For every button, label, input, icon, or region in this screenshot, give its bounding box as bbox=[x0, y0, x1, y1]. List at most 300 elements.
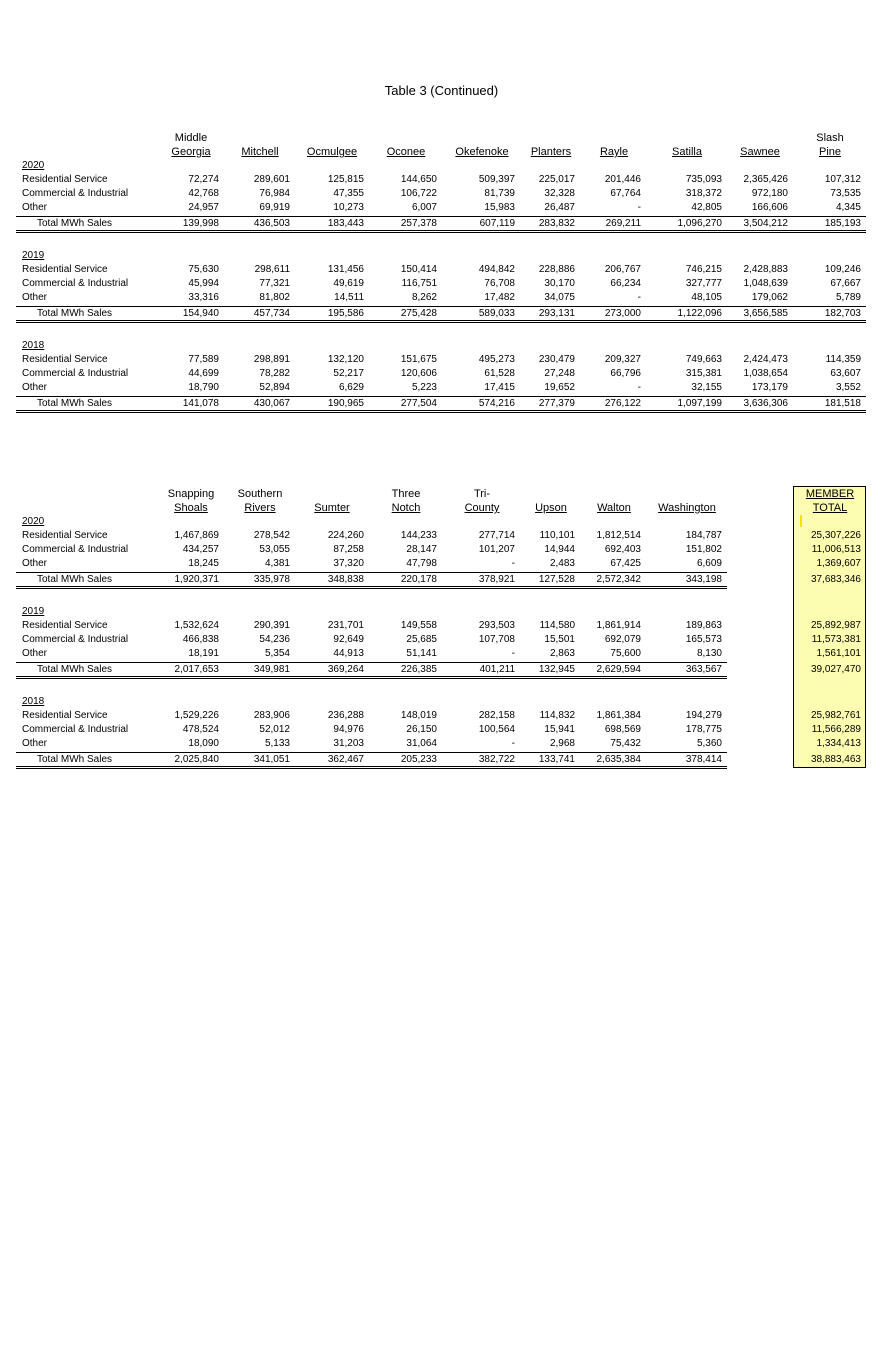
table-cell: 430,067 bbox=[253, 398, 290, 409]
column-header-line2: Sawnee bbox=[740, 146, 780, 158]
table-cell: 2,968 bbox=[549, 738, 575, 749]
column-header bbox=[442, 131, 522, 159]
table-cell: 495,273 bbox=[478, 354, 515, 365]
column-header-line1: Three bbox=[391, 488, 421, 500]
table-cell: 369,264 bbox=[327, 664, 364, 675]
total-double-rule bbox=[16, 410, 866, 413]
table-cell: 144,650 bbox=[400, 174, 437, 185]
table-cell: 275,428 bbox=[400, 308, 437, 319]
table-cell: 66,796 bbox=[610, 368, 641, 379]
table-cell: 10,273 bbox=[333, 202, 364, 213]
table-cell: 315,381 bbox=[685, 368, 722, 379]
table-cell: 114,359 bbox=[825, 354, 861, 365]
table-cell: 362,467 bbox=[327, 754, 364, 765]
column-header-line1: Snapping bbox=[167, 488, 215, 500]
table-cell: 195,586 bbox=[327, 308, 364, 319]
table-cell: 47,798 bbox=[406, 558, 437, 569]
column-header bbox=[647, 131, 727, 159]
column-header-line2: Rayle bbox=[599, 146, 629, 158]
table-cell: 132,120 bbox=[327, 354, 364, 365]
row-label: Commercial & Industrial bbox=[22, 724, 129, 735]
table-cell: 61,528 bbox=[484, 368, 515, 379]
table-cell: 277,379 bbox=[538, 398, 575, 409]
table-cell: 34,075 bbox=[544, 292, 575, 303]
column-header-line1: Middle bbox=[174, 132, 208, 144]
column-header-line1 bbox=[442, 131, 522, 145]
table-cell: 49,619 bbox=[333, 278, 364, 289]
table-cell: 51,141 bbox=[406, 648, 437, 659]
column-header-line2: Rivers bbox=[244, 502, 276, 514]
member-total-cell: 1,369,607 bbox=[816, 558, 861, 569]
year-heading: 2018 bbox=[22, 340, 45, 351]
table-cell: 1,038,654 bbox=[743, 368, 788, 379]
table-cell: 298,611 bbox=[254, 264, 290, 275]
table-cell: 44,699 bbox=[188, 368, 219, 379]
member-total-cell: 39,027,470 bbox=[810, 664, 861, 675]
table-cell: - bbox=[511, 558, 515, 569]
table-cell: 276,122 bbox=[604, 398, 641, 409]
member-total-cell: 11,006,513 bbox=[811, 544, 861, 555]
table-cell: 133,741 bbox=[538, 754, 575, 765]
page-title: Table 3 (Continued) bbox=[384, 83, 499, 98]
table-cell: 3,656,585 bbox=[743, 308, 788, 319]
table-cell: 181,518 bbox=[824, 398, 861, 409]
table-cell: 6,609 bbox=[696, 558, 722, 569]
table-cell: 127,528 bbox=[538, 574, 575, 585]
table-cell: 37,320 bbox=[333, 558, 364, 569]
column-header bbox=[647, 487, 727, 515]
year-heading: 2019 bbox=[22, 606, 45, 617]
table-cell: 179,062 bbox=[751, 292, 788, 303]
row-label: Residential Service bbox=[22, 710, 108, 721]
table-cell: 109,246 bbox=[824, 264, 861, 275]
table-cell: 3,636,306 bbox=[743, 398, 788, 409]
table-cell: 6,629 bbox=[338, 382, 364, 393]
table-cell: 15,501 bbox=[544, 634, 575, 645]
table-cell: 5,223 bbox=[411, 382, 437, 393]
table-cell: 194,279 bbox=[685, 710, 722, 721]
table-cell: 81,739 bbox=[484, 188, 515, 199]
member-total-cell: 38,883,463 bbox=[810, 754, 861, 765]
column-header-line1 bbox=[292, 131, 372, 145]
table-cell: 75,432 bbox=[610, 738, 641, 749]
table-cell: 348,838 bbox=[327, 574, 364, 585]
member-header-line1: MEMBER bbox=[805, 488, 855, 500]
column-header-line2: Sumter bbox=[314, 502, 350, 514]
table-cell: 52,894 bbox=[259, 382, 290, 393]
table-cell: 173,179 bbox=[751, 382, 788, 393]
column-header bbox=[442, 487, 522, 515]
table-cell: 107,312 bbox=[824, 174, 861, 185]
column-header bbox=[292, 487, 372, 515]
row-label: Other bbox=[22, 292, 48, 303]
row-label: Commercial & Industrial bbox=[22, 368, 129, 379]
table-cell: 436,503 bbox=[253, 218, 290, 229]
column-header-line1 bbox=[647, 131, 727, 145]
table-cell: 27,248 bbox=[544, 368, 575, 379]
table-cell: 17,482 bbox=[484, 292, 515, 303]
table-cell: 166,606 bbox=[751, 202, 788, 213]
table-cell: 692,079 bbox=[604, 634, 641, 645]
row-rule bbox=[16, 752, 727, 753]
table-cell: - bbox=[637, 292, 641, 303]
table-cell: 114,832 bbox=[539, 710, 575, 721]
table-cell: 26,150 bbox=[406, 724, 437, 735]
table-cell: 1,097,199 bbox=[677, 398, 722, 409]
table-cell: 94,976 bbox=[333, 724, 364, 735]
table-cell: 31,203 bbox=[333, 738, 364, 749]
table-cell: 14,511 bbox=[334, 292, 364, 303]
table-cell: 4,345 bbox=[835, 202, 861, 213]
table-cell: - bbox=[511, 738, 515, 749]
table-cell: 150,414 bbox=[400, 264, 437, 275]
table-cell: 182,703 bbox=[824, 308, 861, 319]
column-header-line1 bbox=[366, 131, 446, 145]
table-cell: 3,504,212 bbox=[743, 218, 788, 229]
table-cell: 184,787 bbox=[685, 530, 722, 541]
column-header bbox=[366, 487, 446, 515]
total-double-rule bbox=[16, 586, 727, 589]
table-cell: 378,414 bbox=[685, 754, 722, 765]
column-header bbox=[151, 131, 231, 159]
table-cell: 972,180 bbox=[751, 188, 788, 199]
table-cell: 75,630 bbox=[188, 264, 219, 275]
table-cell: 18,191 bbox=[188, 648, 219, 659]
table-cell: 277,504 bbox=[400, 398, 437, 409]
column-header-line1: Southern bbox=[237, 488, 283, 500]
table-cell: 574,216 bbox=[478, 398, 515, 409]
table-cell: 2,017,653 bbox=[174, 664, 219, 675]
row-label: Other bbox=[22, 738, 48, 749]
column-header bbox=[790, 131, 870, 159]
row-label: Residential Service bbox=[22, 530, 108, 541]
table-cell: 14,944 bbox=[544, 544, 575, 555]
table-cell: 201,446 bbox=[604, 174, 641, 185]
column-header-line1: Slash bbox=[816, 132, 844, 144]
table-cell: 32,155 bbox=[691, 382, 722, 393]
row-rule bbox=[16, 396, 866, 397]
row-label: Residential Service bbox=[22, 264, 108, 275]
table-cell: 283,832 bbox=[538, 218, 575, 229]
column-header bbox=[151, 487, 231, 515]
table-cell: 1,048,639 bbox=[743, 278, 788, 289]
table-cell: 19,652 bbox=[544, 382, 575, 393]
table-cell: 2,635,384 bbox=[596, 754, 641, 765]
table-cell: 327,777 bbox=[685, 278, 722, 289]
row-label: Commercial & Industrial bbox=[22, 634, 129, 645]
table-cell: 183,443 bbox=[327, 218, 364, 229]
table-cell: 289,601 bbox=[253, 174, 290, 185]
table-cell: 45,994 bbox=[188, 278, 219, 289]
year-heading: 2018 bbox=[22, 696, 45, 707]
row-label: Other bbox=[22, 558, 48, 569]
table-cell: 228,886 bbox=[538, 264, 575, 275]
table-cell: 1,532,624 bbox=[174, 620, 219, 631]
table-cell: 30,170 bbox=[544, 278, 575, 289]
table-cell: 15,983 bbox=[484, 202, 515, 213]
table-cell: 52,217 bbox=[333, 368, 364, 379]
table-cell: 494,842 bbox=[478, 264, 515, 275]
table-cell: 120,606 bbox=[400, 368, 437, 379]
table-cell: 290,391 bbox=[253, 620, 290, 631]
table-cell: 1,920,371 bbox=[174, 574, 219, 585]
table-cell: 698,569 bbox=[604, 724, 641, 735]
table-cell: 149,558 bbox=[400, 620, 437, 631]
total-double-rule bbox=[16, 320, 866, 323]
total-double-rule bbox=[16, 766, 727, 769]
table-cell: 53,055 bbox=[259, 544, 290, 555]
table-cell: 2,025,840 bbox=[174, 754, 219, 765]
table-cell: 26,487 bbox=[544, 202, 575, 213]
table-cell: 2,629,594 bbox=[596, 664, 641, 675]
table-cell: 1,096,270 bbox=[677, 218, 722, 229]
table-cell: 206,767 bbox=[604, 264, 641, 275]
table-cell: 42,805 bbox=[691, 202, 722, 213]
column-header-line2: Georgia bbox=[171, 146, 211, 158]
total-row-label: Total MWh Sales bbox=[37, 754, 113, 765]
table-cell: 282,158 bbox=[478, 710, 515, 721]
table-cell: 5,354 bbox=[264, 648, 290, 659]
table-cell: 749,663 bbox=[685, 354, 722, 365]
table-cell: 18,790 bbox=[188, 382, 219, 393]
table-cell: 1,861,384 bbox=[596, 710, 641, 721]
table-cell: 1,467,869 bbox=[174, 530, 219, 541]
row-rule bbox=[16, 306, 866, 307]
column-header-line2: Oconee bbox=[386, 146, 426, 158]
table-cell: 278,542 bbox=[253, 530, 290, 541]
table-cell: 101,207 bbox=[478, 544, 515, 555]
row-rule bbox=[16, 662, 727, 663]
table-cell: 165,573 bbox=[685, 634, 722, 645]
table-cell: 148,019 bbox=[400, 710, 437, 721]
member-total-cell: 25,892,987 bbox=[810, 620, 861, 631]
table-cell: 114,580 bbox=[539, 620, 575, 631]
table-cell: 110,101 bbox=[539, 530, 575, 541]
table-cell: 382,722 bbox=[478, 754, 515, 765]
table-cell: 589,033 bbox=[478, 308, 515, 319]
table-cell: 1,122,096 bbox=[677, 308, 722, 319]
table-cell: 28,147 bbox=[406, 544, 437, 555]
column-header-line1 bbox=[574, 487, 654, 501]
cell-cursor-marker bbox=[800, 515, 802, 527]
table-cell: 131,456 bbox=[327, 264, 364, 275]
table-cell: 293,503 bbox=[478, 620, 515, 631]
table-cell: 18,090 bbox=[188, 738, 219, 749]
table-cell: 92,649 bbox=[333, 634, 364, 645]
table-cell: 1,861,914 bbox=[596, 620, 641, 631]
table-cell: 144,233 bbox=[400, 530, 437, 541]
total-double-rule bbox=[16, 230, 866, 233]
table-cell: 47,355 bbox=[333, 188, 364, 199]
table-cell: - bbox=[511, 648, 515, 659]
table-cell: 746,215 bbox=[685, 264, 722, 275]
table-cell: 341,051 bbox=[253, 754, 290, 765]
total-row-label: Total MWh Sales bbox=[37, 664, 113, 675]
table-cell: 401,211 bbox=[479, 664, 515, 675]
table-cell: 277,714 bbox=[478, 530, 515, 541]
table-cell: 25,685 bbox=[406, 634, 437, 645]
table-cell: 318,372 bbox=[685, 188, 722, 199]
table-cell: - bbox=[637, 202, 641, 213]
table-cell: 5,789 bbox=[835, 292, 861, 303]
total-row-label: Total MWh Sales bbox=[37, 398, 113, 409]
table-cell: 2,863 bbox=[549, 648, 575, 659]
table-cell: 66,234 bbox=[610, 278, 641, 289]
column-header bbox=[220, 131, 300, 159]
table-cell: 18,245 bbox=[188, 558, 219, 569]
table-cell: 78,282 bbox=[259, 368, 290, 379]
column-header-line2: County bbox=[464, 502, 500, 514]
row-label: Commercial & Industrial bbox=[22, 278, 129, 289]
table-cell: 283,906 bbox=[253, 710, 290, 721]
table-cell: 77,321 bbox=[259, 278, 290, 289]
table-cell: 236,288 bbox=[327, 710, 364, 721]
table-cell: 205,233 bbox=[400, 754, 437, 765]
column-header-line1 bbox=[647, 487, 727, 501]
table-cell: 132,945 bbox=[538, 664, 575, 675]
table-cell: 185,193 bbox=[824, 218, 861, 229]
table-cell: 378,921 bbox=[478, 574, 515, 585]
table-cell: 8,130 bbox=[696, 648, 722, 659]
table-cell: 24,957 bbox=[188, 202, 219, 213]
table-cell: 33,316 bbox=[188, 292, 219, 303]
table-cell: 48,105 bbox=[691, 292, 722, 303]
table-cell: 154,940 bbox=[182, 308, 219, 319]
table-cell: 273,000 bbox=[604, 308, 641, 319]
table-cell: 230,479 bbox=[538, 354, 575, 365]
member-total-cell: 25,307,226 bbox=[810, 530, 861, 541]
table-cell: 52,012 bbox=[259, 724, 290, 735]
table-cell: 76,984 bbox=[259, 188, 290, 199]
table-cell: 141,078 bbox=[182, 398, 219, 409]
column-header-line2: Planters bbox=[530, 146, 572, 158]
table-cell: 151,675 bbox=[400, 354, 437, 365]
column-header-line2: Walton bbox=[597, 502, 631, 514]
table-cell: 231,701 bbox=[327, 620, 364, 631]
row-label: Residential Service bbox=[22, 354, 108, 365]
table-cell: 224,260 bbox=[327, 530, 364, 541]
table-cell: 298,891 bbox=[253, 354, 290, 365]
column-header-line2: Mitchell bbox=[241, 146, 279, 158]
table-cell: 225,017 bbox=[538, 174, 575, 185]
column-header-line2: Washington bbox=[658, 502, 716, 514]
member-total-cell: 11,566,289 bbox=[811, 724, 861, 735]
table-cell: 5,360 bbox=[696, 738, 722, 749]
table-cell: 457,734 bbox=[253, 308, 290, 319]
row-label: Commercial & Industrial bbox=[22, 544, 129, 555]
column-header-line2: Upson bbox=[535, 502, 567, 514]
table-cell: 509,397 bbox=[478, 174, 515, 185]
table-cell: 2,424,473 bbox=[743, 354, 788, 365]
table-cell: 349,981 bbox=[253, 664, 290, 675]
table-cell: 81,802 bbox=[259, 292, 290, 303]
table-cell: 77,589 bbox=[188, 354, 219, 365]
table-cell: 2,572,342 bbox=[596, 574, 641, 585]
row-label: Other bbox=[22, 648, 48, 659]
table-cell: 42,768 bbox=[188, 188, 219, 199]
member-total-cell: 1,561,101 bbox=[816, 648, 861, 659]
table-cell: 4,381 bbox=[264, 558, 290, 569]
table-cell: 44,913 bbox=[333, 648, 364, 659]
member-header-line2: TOTAL bbox=[812, 502, 848, 514]
table-cell: 607,119 bbox=[479, 218, 515, 229]
table-cell: 107,708 bbox=[478, 634, 515, 645]
table-cell: 363,567 bbox=[685, 664, 722, 675]
column-header bbox=[292, 131, 372, 159]
column-header-line2: Pine bbox=[818, 146, 842, 158]
column-header bbox=[720, 131, 800, 159]
table-cell: 15,941 bbox=[544, 724, 575, 735]
table-cell: 100,564 bbox=[478, 724, 515, 735]
table-cell: 434,257 bbox=[182, 544, 219, 555]
table-cell: 269,211 bbox=[605, 218, 641, 229]
table-cell: 1,812,514 bbox=[596, 530, 641, 541]
table-cell: 478,524 bbox=[182, 724, 219, 735]
row-label: Residential Service bbox=[22, 174, 108, 185]
table-cell: 69,919 bbox=[259, 202, 290, 213]
total-row-label: Total MWh Sales bbox=[37, 308, 113, 319]
table-cell: 67,667 bbox=[830, 278, 861, 289]
column-header-line1 bbox=[220, 131, 300, 145]
table-cell: 1,529,226 bbox=[174, 710, 219, 721]
member-total-cell: 11,573,381 bbox=[811, 634, 861, 645]
table-cell: 116,751 bbox=[401, 278, 437, 289]
table-cell: 106,722 bbox=[400, 188, 437, 199]
table-cell: 6,007 bbox=[411, 202, 437, 213]
column-header-line1 bbox=[574, 131, 654, 145]
column-header bbox=[220, 487, 300, 515]
column-header bbox=[574, 487, 654, 515]
table-cell: 72,274 bbox=[188, 174, 219, 185]
year-heading: 2020 bbox=[22, 160, 45, 171]
table-cell: 75,600 bbox=[610, 648, 641, 659]
table-cell: 226,385 bbox=[400, 664, 437, 675]
column-header-line2: Okefenoke bbox=[455, 146, 509, 158]
column-header-line2: Shoals bbox=[174, 502, 208, 514]
table-cell: 151,802 bbox=[685, 544, 722, 555]
table-cell: 67,764 bbox=[610, 188, 641, 199]
table-cell: 76,708 bbox=[484, 278, 515, 289]
table-cell: 190,965 bbox=[327, 398, 364, 409]
row-label: Residential Service bbox=[22, 620, 108, 631]
table-cell: 31,064 bbox=[406, 738, 437, 749]
member-total-cell: 1,334,413 bbox=[816, 738, 861, 749]
column-header-line1 bbox=[720, 131, 800, 145]
column-header-line1: Tri- bbox=[473, 488, 491, 500]
total-row-label: Total MWh Sales bbox=[37, 218, 113, 229]
row-label: Commercial & Industrial bbox=[22, 188, 129, 199]
member-total-cell: 25,982,761 bbox=[810, 710, 861, 721]
year-heading: 2020 bbox=[22, 516, 45, 527]
row-label: Other bbox=[22, 202, 48, 213]
total-row-label: Total MWh Sales bbox=[37, 574, 113, 585]
table-cell: 8,262 bbox=[411, 292, 437, 303]
table-cell: 63,607 bbox=[830, 368, 861, 379]
table-cell: 54,236 bbox=[259, 634, 290, 645]
table-cell: 178,775 bbox=[685, 724, 722, 735]
table-cell: 5,133 bbox=[264, 738, 290, 749]
table-cell: 67,425 bbox=[610, 558, 641, 569]
table-cell: 2,428,883 bbox=[743, 264, 788, 275]
table-cell: - bbox=[637, 382, 641, 393]
table-cell: 32,328 bbox=[544, 188, 575, 199]
column-header-line2: Notch bbox=[391, 502, 421, 514]
table-cell: 335,978 bbox=[253, 574, 290, 585]
row-rule bbox=[16, 216, 866, 217]
table-cell: 343,198 bbox=[685, 574, 722, 585]
table-cell: 125,815 bbox=[327, 174, 364, 185]
member-total-cell: 37,683,346 bbox=[810, 574, 861, 585]
